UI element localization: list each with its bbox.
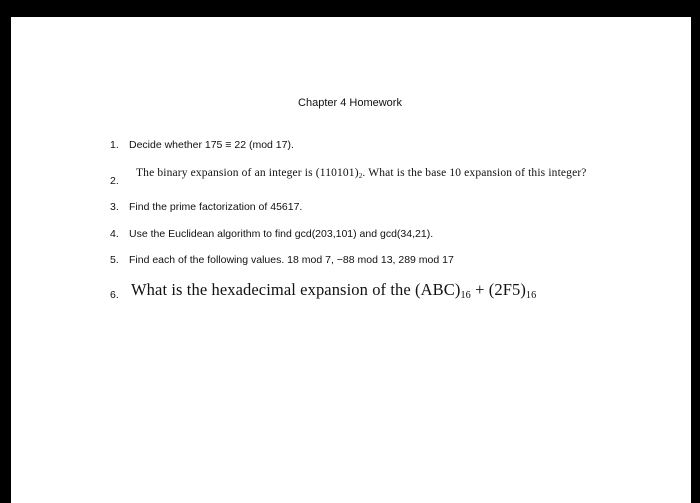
problem-text-part: What is the hexadecimal expansion of the (ABC) <box>131 280 461 299</box>
page-title: Chapter 4 Homework <box>298 97 402 109</box>
problem-number: 1. <box>110 139 119 151</box>
problem-number: 3. <box>110 201 119 213</box>
problem-text-part: The binary expansion of an integer is (110101) <box>136 167 359 179</box>
problem-text <box>131 280 536 300</box>
problem-number: 4. <box>110 228 119 240</box>
problem-number: 2. <box>110 175 119 187</box>
hex-subscript: 16 <box>525 289 537 301</box>
problem-text: Use the Euclidean algorithm to find gcd(203,101) and gcd(34,21). <box>129 228 434 240</box>
problem-number: 6. <box>110 289 119 301</box>
hex-subscript: 16 <box>460 289 471 301</box>
problem-text: Find each of the following values. 18 mod 7, −88 mod 13, 289 mod 17 <box>129 254 454 266</box>
problem-text-part: + (2F5) <box>470 280 526 299</box>
problem-text: Decide whether 175 ≡ 22 (mod 17). <box>129 139 294 151</box>
binary-subscript: 2 <box>358 171 363 180</box>
problem-number: 5. <box>110 254 119 266</box>
problem-text-part: . What is the base 10 expansion of this integer? <box>362 167 587 179</box>
problem-text <box>136 167 587 179</box>
homework-page <box>11 17 691 503</box>
problem-text: Find the prime factorization of 45617. <box>129 201 303 213</box>
